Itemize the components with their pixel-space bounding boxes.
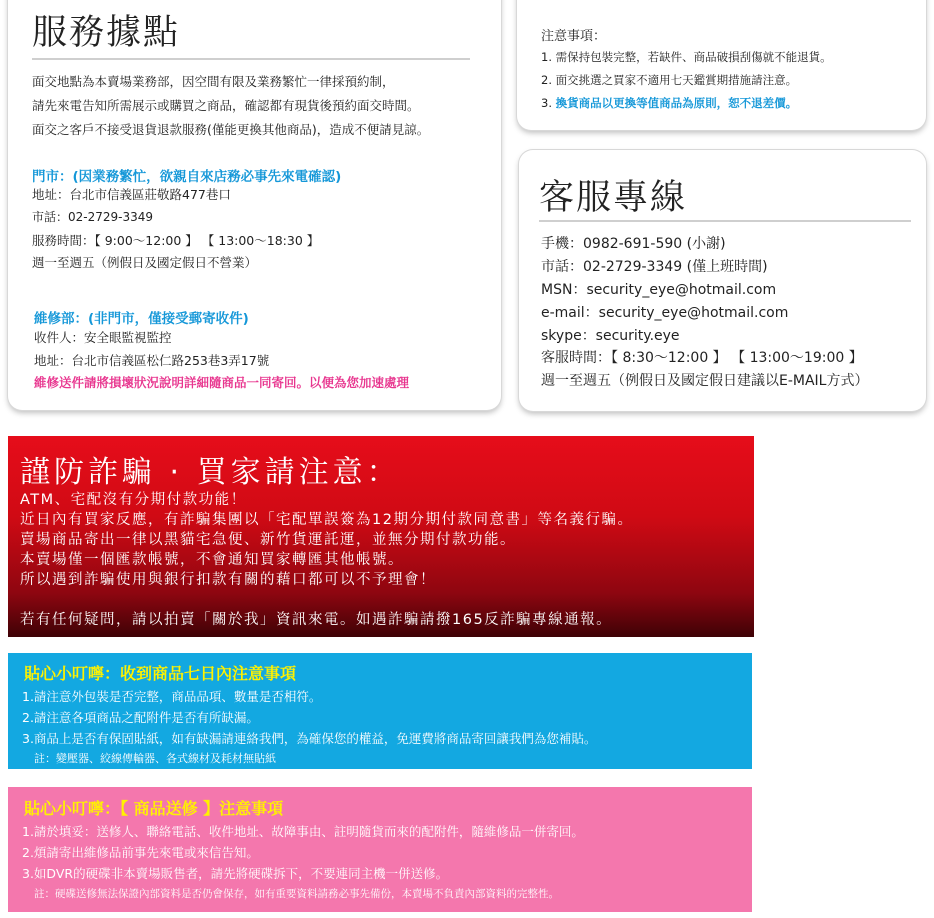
- repair-tip-2: 2.煩請寄出維修品前事先來電或來信告知。: [22, 845, 259, 860]
- fraud-line-5: 所以遇到詐騙使用與銀行扣款有關的藉口都可以不予理會！: [20, 572, 436, 588]
- receive-tips-title: 貼心小叮嚀：收到商品七日內注意事項: [24, 664, 297, 683]
- repair-address: 地址：台北市信義區松仁路253巷3弄17號: [34, 353, 270, 368]
- repair-recipient: 收件人：安全眼監視監控: [34, 330, 172, 345]
- repair-note: 維修送件請將損壞狀況說明詳細隨商品一同寄回。以便為您加速處理: [34, 375, 410, 390]
- store-heading: 門市：(因業務繁忙，欲親自來店務必事先來電確認): [32, 169, 342, 185]
- fraud-line-4: 本賣場僅一個匯款帳號，不會通知買家轉匯其他帳號。: [20, 552, 404, 568]
- notice-item-1: 1. 需保持包裝完整，若缺件、商品破損刮傷就不能退貨。: [541, 50, 832, 64]
- notice-item-3-number: 3.: [541, 96, 556, 110]
- hotline-skype: skype：security.eye: [541, 328, 680, 344]
- repair-tip-1: 1.請於填妥：送修人、聯絡電話、收件地址、故障事由、註明隨貨而來的配附件，隨維修品一併寄回。: [22, 824, 584, 839]
- service-title: 服務據點: [32, 13, 181, 53]
- service-intro-2: 請先來電告知所需展示或購買之商品，確認都有現貨後預約面交時間。: [32, 98, 420, 113]
- store-hours: 服務時間：【 9:00～12:00 】 【 13:00～18:30 】: [32, 233, 320, 248]
- store-days: 週一至週五（例假日及國定假日不營業）: [32, 255, 258, 270]
- notice-heading: 注意事項：: [541, 29, 607, 44]
- hotline-hours: 客服時間：【 8:30～12:00 】 【 13:00～19:00 】: [541, 350, 863, 366]
- receive-tips-box: [8, 653, 752, 769]
- hotline-mobile: 手機：0982-691-590 (小謝): [541, 236, 726, 252]
- repair-tips-title: 貼心小叮嚀：【 商品送修 】注意事項: [24, 799, 284, 818]
- fraud-line-1: ATM、宅配沒有分期付款功能！: [20, 492, 247, 508]
- repair-tip-3: 3.如DVR的硬碟非本賣場販售者，請先將硬碟拆下，不要連同主機一併送修。: [22, 866, 449, 881]
- repair-heading: 維修部：(非門市，僅接受郵寄收件): [34, 311, 249, 327]
- service-intro-1: 面交地點為本賣場業務部，因空間有限及業務繁忙一律採預約制，: [32, 74, 395, 89]
- receive-tip-2: 2.請注意各項商品之配附件是否有所缺漏。: [22, 710, 259, 725]
- hotline-divider: [539, 220, 911, 222]
- receive-tip-1: 1.請注意外包裝是否完整，商品品項、數量是否相符。: [22, 689, 322, 704]
- fraud-line-2: 近日內有買家反應，有詐騙集團以「宅配單誤簽為12期分期付款同意書」等名義行騙。: [20, 512, 634, 528]
- store-address: 地址：台北市信義區莊敬路477巷口: [32, 187, 231, 202]
- fraud-title: 謹防詐騙 · 買家請注意：: [20, 455, 401, 490]
- notice-item-3-highlight: 換貨商品以更換等值商品為原則，恕不退差價。: [555, 96, 798, 110]
- fraud-footer: 若有任何疑問，請以拍賣「關於我」資訊來電。如遇詐騙請撥165反詐騙專線通報。: [20, 612, 613, 628]
- hotline-msn: MSN：security_eye@hotmail.com: [541, 282, 777, 298]
- repair-tips-box: [8, 787, 752, 912]
- hotline-email: e-mail：security_eye@hotmail.com: [541, 305, 789, 321]
- hotline-days: 週一至週五（例假日及國定假日建議以E-MAIL方式）: [541, 373, 869, 389]
- repair-tip-note: 註：硬碟送修無法保證內部資料是否仍會保存，如有重要資料請務必事先備份，本賣場不負責內部資料的完整性。: [34, 888, 559, 900]
- service-card: [8, 0, 501, 410]
- store-phone: 市話：02-2729-3349: [32, 210, 154, 224]
- service-intro-3: 面交之客戶不接受退貨退款服務(僅能更換其他商品)，造成不便請見諒。: [32, 122, 430, 137]
- fraud-line-3: 賣場商品寄出一律以黑貓宅急便、新竹貨運託運，並無分期付款功能。: [20, 532, 516, 548]
- hotline-phone: 市話：02-2729-3349 (僅上班時間): [541, 259, 768, 275]
- notice-card: [517, 0, 926, 130]
- receive-tip-note: 註：變壓器、絞線傳輸器、各式線材及耗材無貼紙: [34, 752, 276, 765]
- notice-item-3: [541, 95, 797, 111]
- fraud-warning-box: [8, 436, 754, 637]
- hotline-title: 客服專線: [539, 178, 688, 218]
- hotline-card: [519, 150, 926, 411]
- receive-tip-3: 3.商品上是否有保固貼紙，如有缺漏請連絡我們，為確保您的權益，免運費將商品寄回讓我們為您補貼。: [22, 731, 597, 746]
- notice-item-2: 2. 面交挑選之買家不適用七天鑑賞期措施請注意。: [541, 73, 798, 87]
- service-divider: [32, 58, 470, 60]
